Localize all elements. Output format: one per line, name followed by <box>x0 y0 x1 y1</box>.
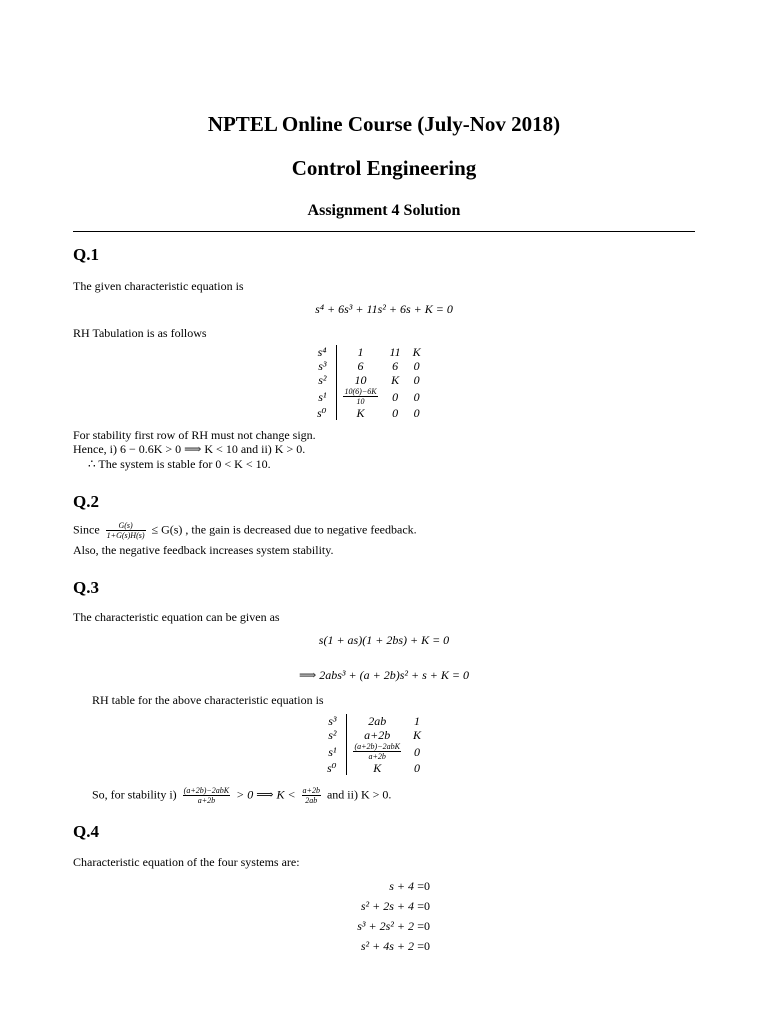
q1-rh-cell-c1-fraction <box>343 387 377 406</box>
q3-rh-cell-c2: 1 <box>413 714 420 728</box>
q4-equation <box>300 919 430 933</box>
q3-rh-row-label: s⁰ <box>321 761 347 775</box>
q3-equation-1: s(1 + as)(1 + 2bs) + K = 0 <box>318 633 450 647</box>
q1-rh-cell-c3: K <box>412 345 421 359</box>
q3-rh-row <box>321 742 427 761</box>
q3-rh-cell-c1-num: (a+2b)−2abK <box>354 742 400 751</box>
q1-rh-cell-c1 <box>337 387 384 406</box>
q2-heading: Q.2 <box>73 492 99 511</box>
q1-rh-row <box>311 406 427 420</box>
q4-equation-rhs: =0 <box>417 899 430 913</box>
q1-rh-row <box>311 359 427 373</box>
q2-rest: ≤ G(s) , the gain is decreased due to negative feedback. <box>151 522 417 537</box>
q3-rh-cell-c2: 0 <box>413 744 420 759</box>
q3-rh-cell-c1-fraction <box>353 742 400 761</box>
q1-rh-row-label: s⁰ <box>311 406 337 420</box>
q4-equation-lhs: s + 4 <box>389 879 414 893</box>
course-title: NPTEL Online Course (July-Nov 2018) <box>207 112 561 136</box>
q3-stab-frac2-den: 2ab <box>305 796 318 805</box>
q1-rh-row <box>311 387 427 406</box>
q3-stab-frac-den: a+2b <box>197 796 216 805</box>
q1-rh-row <box>311 373 427 387</box>
q1-equation: s⁴ + 6s³ + 11s² + 6s + K = 0 <box>315 302 453 316</box>
assignment-title: Assignment 4 Solution <box>307 202 461 219</box>
q1-rh-cell-c1: 6 <box>357 359 364 373</box>
q1-rh-cell-c3: 0 <box>413 359 420 373</box>
q3-stab-suffix: and ii) K > 0. <box>326 787 392 802</box>
q3-rh-table <box>321 714 427 775</box>
q4-equation-lhs: s² + 2s + 4 <box>360 899 414 913</box>
q3-stab-fraction <box>183 786 230 805</box>
q3-rh-cell-c1: a+2b <box>364 728 391 742</box>
q3-heading: Q.3 <box>73 578 99 597</box>
q1-rh-cell-c1: K <box>356 406 365 420</box>
q3-rh-row-label: s³ <box>321 714 347 728</box>
q1-rh-cell-c3: 0 <box>413 373 420 387</box>
q2-since: Since <box>73 522 100 537</box>
q1-intro: The given characteristic equation is <box>73 279 244 293</box>
q4-equation-rhs: =0 <box>417 919 430 933</box>
subject-title: Control Engineering <box>291 156 477 180</box>
q1-rh-row <box>311 345 427 359</box>
q3-intro: The characteristic equation can be given as <box>73 610 280 624</box>
q2-line1 <box>73 521 417 540</box>
q1-stability-line2: Hence, i) 6 − 0.6K > 0 ⟹ K < 10 and ii) K > 0. <box>73 442 306 456</box>
q3-stab-frac-num: (a+2b)−2abK <box>183 786 230 795</box>
q1-rh-cell-c1: 1 <box>357 345 364 359</box>
q1-rh-cell-c1-den: 10 <box>356 397 365 406</box>
q4-equation-lhs: s² + 4s + 2 <box>360 939 414 953</box>
q1-rh-row-label: s³ <box>311 359 337 373</box>
q2-frac-den: 1+G(s)H(s) <box>106 531 145 540</box>
q2-fraction <box>106 521 146 540</box>
q1-rh-cell-c1: 10 <box>354 373 367 387</box>
q1-rh-row-label: s¹ <box>311 387 337 406</box>
q4-equation <box>300 899 430 913</box>
q3-rh-cell-c2: 0 <box>413 761 420 775</box>
q1-rh-cell-c3: 0 <box>413 406 420 420</box>
q3-rh-row <box>321 761 427 775</box>
q4-intro: Characteristic equation of the four systems are: <box>73 855 300 869</box>
q4-heading: Q.4 <box>73 822 99 841</box>
q1-rh-cell-c2: 11 <box>389 345 401 359</box>
q1-rh-intro: RH Tabulation is as follows <box>73 326 207 340</box>
q4-equation <box>300 939 430 953</box>
q4-equation-rhs: =0 <box>417 879 430 893</box>
q3-rh-row-label: s¹ <box>321 742 347 761</box>
q1-rh-cell-c2: 6 <box>392 359 399 373</box>
q3-rh-cell-c1: 2ab <box>368 714 387 728</box>
q1-rh-cell-c2: 0 <box>392 389 399 404</box>
q1-rh-cell-c3: 0 <box>413 389 420 404</box>
q3-rh-cell-c1: K <box>373 761 382 775</box>
q1-stability-line1: For stability first row of RH must not change sign. <box>73 428 316 442</box>
q1-stability-line3: ∴ The system is stable for 0 < K < 10. <box>88 457 271 471</box>
q1-heading: Q.1 <box>73 245 99 264</box>
q3-stab-mid: > 0 ⟹ K < <box>236 787 296 802</box>
q3-rh-cell-c1-den: a+2b <box>368 752 386 761</box>
q3-rh-row-label: s² <box>321 728 347 742</box>
q3-rh-row <box>321 728 427 742</box>
q3-stability-line <box>92 786 391 805</box>
q3-rh-cell-c2: K <box>412 728 421 742</box>
q1-rh-cell-c2: K <box>391 373 400 387</box>
q1-rh-table <box>311 345 427 420</box>
header-divider <box>73 231 695 232</box>
q1-rh-cell-c2: 0 <box>392 406 399 420</box>
q3-stab-frac2-num: a+2b <box>302 786 320 795</box>
q2-frac-num: G(s) <box>106 521 146 531</box>
q4-equation <box>300 879 430 893</box>
q1-rh-cell-c1-num: 10(6)−6K <box>344 387 377 396</box>
q3-stab-prefix: So, for stability i) <box>92 787 177 802</box>
q3-stab-fraction-2 <box>302 786 321 805</box>
q3-rh-intro: RH table for the above characteristic equation is <box>92 693 324 707</box>
q4-equation-rhs: =0 <box>417 939 430 953</box>
q4-equation-lhs: s³ + 2s² + 2 <box>357 919 414 933</box>
q3-rh-cell-c1 <box>347 742 407 761</box>
q3-rh-row <box>321 714 427 728</box>
q1-rh-row-label: s² <box>311 373 337 387</box>
q3-equation-2: ⟹ 2abs³ + (a + 2b)s² + s + K = 0 <box>299 668 469 682</box>
q1-rh-row-label: s⁴ <box>311 345 337 359</box>
q2-line2: Also, the negative feedback increases system stability. <box>73 543 334 557</box>
